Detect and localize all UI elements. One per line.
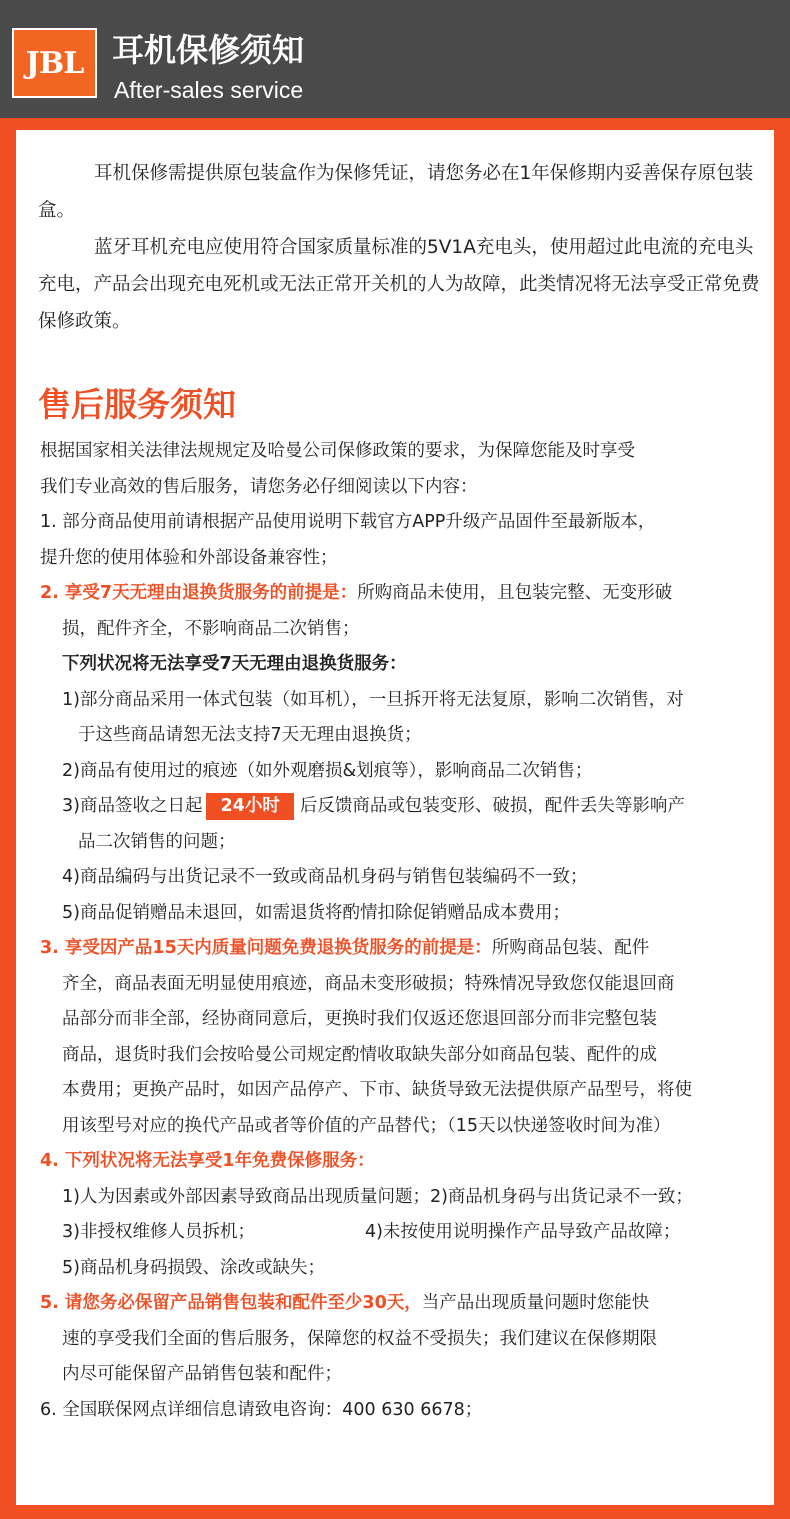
intro-text [38,155,760,340]
lead-line: 我们专业高效的售后服务，请您务必仔细阅读以下内容： [40,476,478,497]
jbl-logo [12,28,97,98]
item-2-cont: 损，配件齐全，不影响商品二次销售； [62,618,360,639]
item-2-sub-3-cont: 品二次销售的问题； [78,831,236,852]
item-3-head: 3. 享受因产品15天内质量问题免费退换货服务的前提是： [40,938,492,958]
item-3-rest: 所购商品包装、配件 [491,938,650,958]
item-2-rest: 所购商品未使用，且包装完整、无变形破 [357,583,673,603]
item-5-head: 5. 请您务必保留产品销售包装和配件至少30天， [40,1293,422,1313]
item-2-sub-1-cont: 于这些商品请恕无法支持7天无理由退换货； [78,725,422,745]
section-title: 售后服务须知 [38,385,236,424]
item-4-sub-2: 2)商品机身码与出货记录不一致； [429,1186,693,1207]
s3-post: 后反馈商品或包装变形、破损，配件丢失等影响产 [299,796,685,816]
item-1-line: 1. 部分商品使用前请根据产品使用说明下载官方APP升级产品固件至最新版本， [40,512,656,532]
item-5-line [40,1286,772,1322]
page-subtitle: After-sales service [114,77,304,103]
item-3-cont: 用该型号对应的换代产品或者等价值的产品替代；（15天以快递签收时间为准） [62,1115,671,1136]
item-5-cont: 内尽可能保留产品销售包装和配件； [62,1364,342,1384]
item-2-sub-5: 5)商品促销赠品未退回，如需退货将酌情扣除促销赠品成本费用； [62,902,570,923]
item-3-line [40,931,772,967]
item-2-sub-1: 1)部分商品采用一体式包装（如耳机），一旦拆开将无法复原，影响二次销售，对 [62,689,684,710]
item-2-line [40,576,772,612]
item-4-row-1 [40,1180,772,1216]
item-2-sub-3 [40,789,772,825]
intro-paragraph-2: 蓝牙耳机充电应使用符合国家质量标准的5V1A充电头，使用超过此电流的充电头充电，产品会出现充电死机或无法正常开关机的人为故障，此类情况将无法享受正常免费保修政策。 [38,237,760,332]
item-5-rest: 当产品出现质量问题时您能快 [421,1293,650,1313]
item-4-sub-4: 4)未按使用说明操作产品导致产品故障； [364,1222,681,1242]
item-5-cont: 速的享受我们全面的售后服务，保障您的权益不受损失；我们建议在保修期限 [62,1328,657,1349]
s3-pre: 3)商品签收之日起 [62,796,203,816]
page-title: 耳机保修须知 [112,31,305,69]
item-2-sub-2: 2)商品有使用过的痕迹（如外观磨损&划痕等），影响商品二次销售； [62,760,593,781]
item-1-line: 提升您的使用体验和外部设备兼容性； [40,547,338,568]
intro-paragraph-1: 耳机保修需提供原包装盒作为保修凭证，请您务必在1年保修期内妥善保存原包装盒。 [38,163,754,221]
item-3-cont: 齐全，商品表面无明显使用痕迹，商品未变形破损；特殊情况导致您仅能退回商 [62,973,675,994]
lead-line: 根据国家相关法律法规规定及哈曼公司保修政策的要求，为保障您能及时享受 [40,441,635,461]
item-4-row-2 [40,1215,772,1251]
item-2-sub-4: 4)商品编码与出货记录不一致或商品机身码与销售包装编码不一致； [62,867,588,887]
item-4-sub-1: 1)人为因素或外部因素导致商品出现质量问题； [62,1186,430,1207]
after-sales-list [40,434,772,1428]
item-3-cont: 商品，退货时我们会按哈曼公司规定酌情收取缺失部分如商品包装、配件的成 [62,1044,657,1065]
item-4-sub-5: 5)商品机身码损毁、涂改或缺失； [62,1257,325,1278]
item-2-sub-head: 下列状况将无法享受7天无理由退换货服务： [62,654,407,674]
24h-badge: 24小时 [206,793,293,820]
item-6-line: 6. 全国联保网点详细信息请致电咨询：400 630 6678； [40,1399,483,1420]
item-2-head: 2. 享受7天无理由退换货服务的前提是： [40,583,358,603]
header-bar [0,0,790,118]
item-4-head: 4. 下列状况将无法享受1年免费保修服务： [40,1151,375,1171]
item-3-cont: 品部分而非全部，经协商同意后，更换时我们仅返还您退回部分而非完整包装 [62,1009,657,1029]
logo-text: JBL [25,45,84,81]
item-4-sub-3: 3)非授权维修人员拆机； [62,1222,255,1242]
item-3-cont: 本费用；更换产品时，如因产品停产、下市、缺货导致无法提供原产品型号，将使 [62,1080,692,1100]
